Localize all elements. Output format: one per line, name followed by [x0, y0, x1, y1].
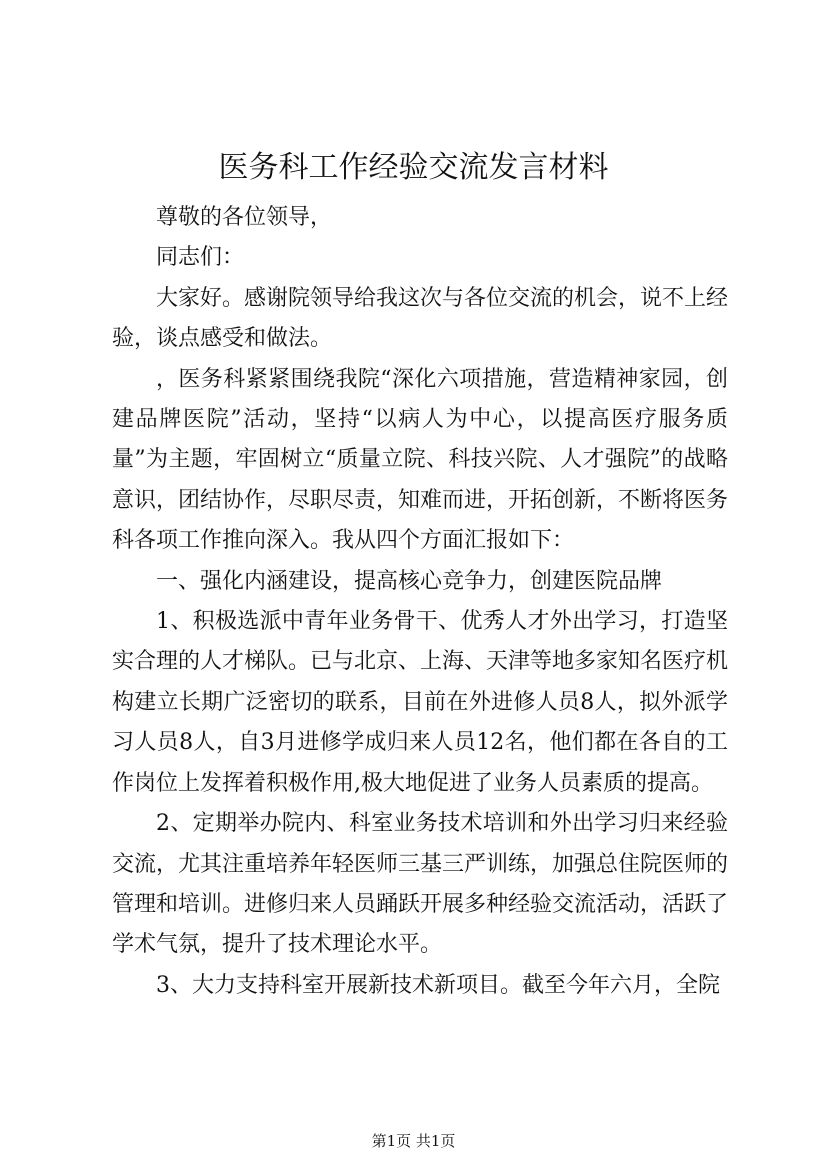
salutation-line: 同志们： [156, 245, 245, 271]
section-heading: 一、强化内涵建设，提高核心竞争力，创建医院品牌 [156, 568, 663, 594]
document-body [112, 198, 728, 1006]
body-paragraph: 1、积极选派中青年业务骨干、优秀人才外出学习，打造坚实合理的人才梯队。已与北京、上海、天津等地多家知名医疗机构建立长期广泛密切的联系，目前在外进修人员8人，拟外派学习人员8人，自3月进修学成归来人员12名，他们都在各自的工作岗位上发挥着积极作用,极大地促进了业务人员素质的提高。 [112, 609, 729, 796]
body-paragraph: 大家好。感谢院领导给我这次与各位交流的机会，说不上经验，谈点感受和做法。 [112, 285, 729, 352]
body-paragraph: ，医务科紧紧围绕我院“深化六项措施，营造精神家园，创建品牌医院”活动，坚持“以病人为中心，以提高医疗服务质量”为主题，牢固树立“质量立院、科技兴院、人才强院”的战略意识，团结协作，尽职尽责，知难而进，开拓创新，不断将医务科各项工作推向深入。我从四个方面汇报如下： [112, 366, 729, 554]
body-paragraph: 3、大力支持科室开展新技术新项目。截至今年六月，全院 [156, 972, 720, 998]
document-title: 医务科工作经验交流发言材料 [218, 150, 609, 185]
body-paragraph: 2、定期举办院内、科室业务技术培训和外出学习归来经验交流，尤其注重培养年轻医师三基三严训练，加强总住院医师的管理和培训。进修归来人员踊跃开展多种经验交流活动，活跃了学术气氛，提升了技术理论水平。 [112, 811, 729, 958]
page-footer: 第1页 共1页 [371, 1132, 456, 1150]
salutation-line: 尊敬的各位领导， [156, 205, 333, 230]
